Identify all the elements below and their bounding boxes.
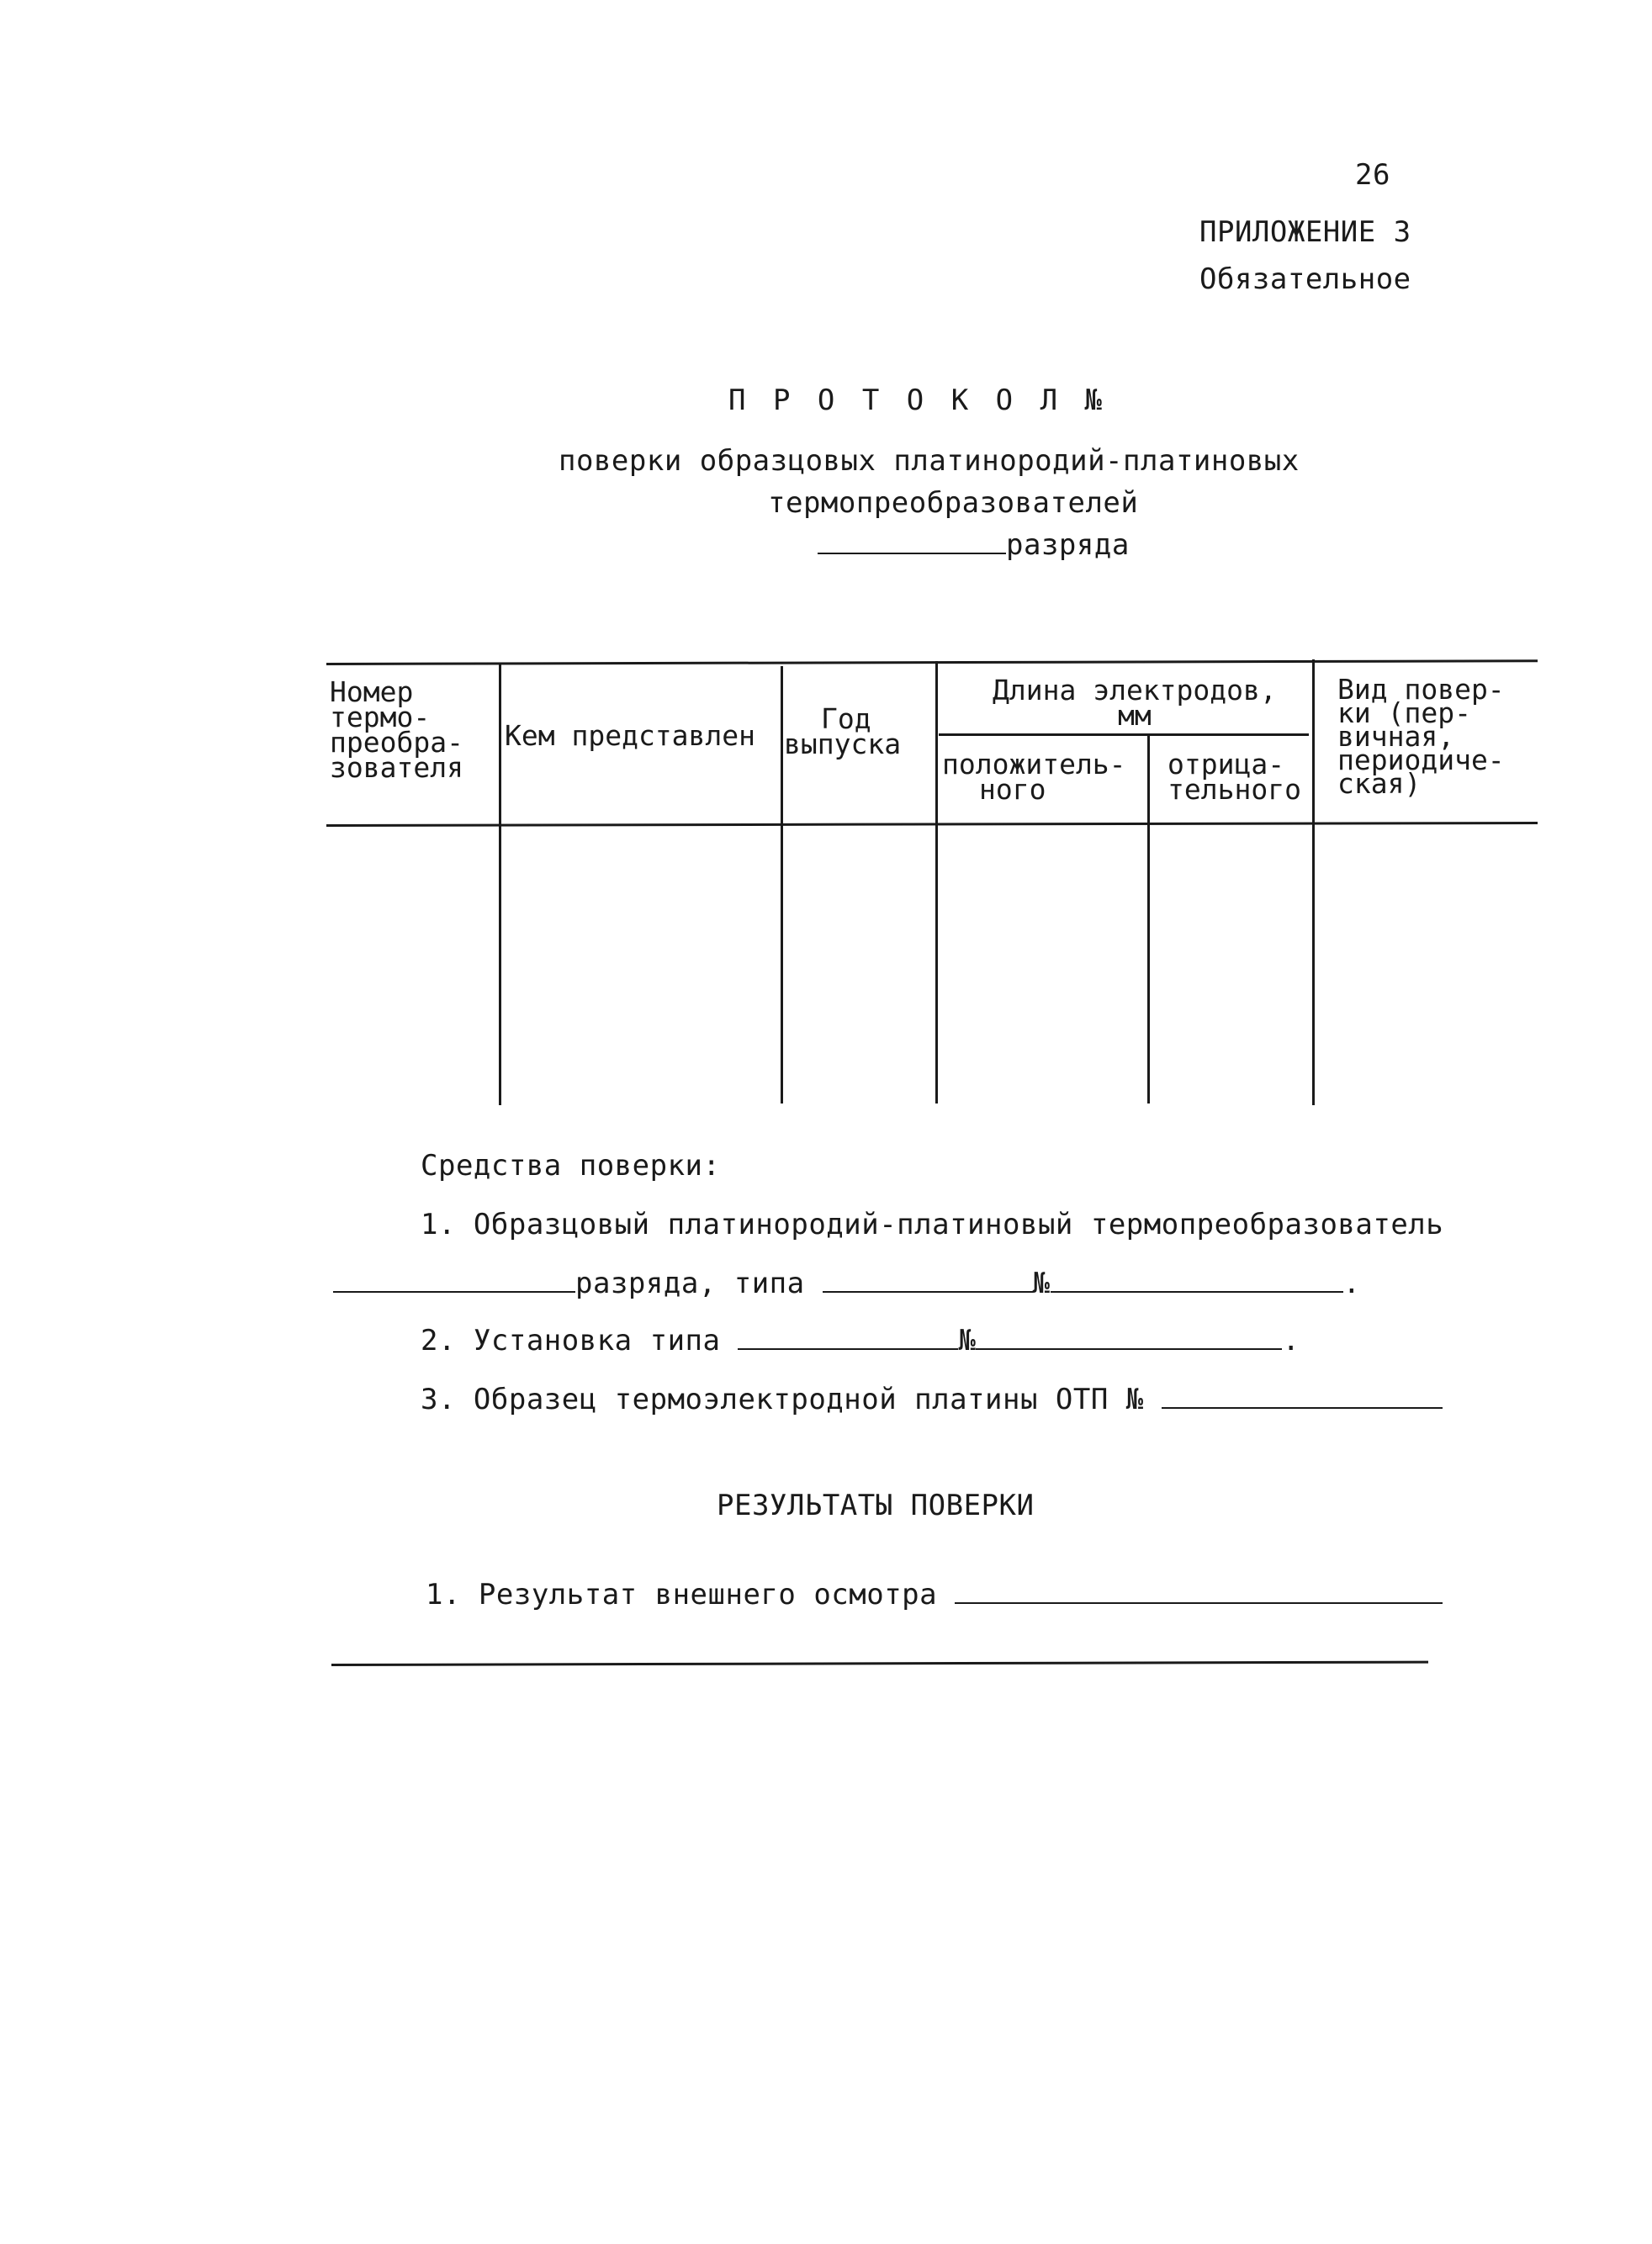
rank-label: разряда [1006,528,1130,562]
table-col-divider-1 [499,664,501,1105]
means-item-2-number-blank[interactable] [976,1347,1282,1350]
protocol-subtitle-2: термопреобразователей [768,486,1139,520]
results-item-1: 1. Результат внешнего осмотра [426,1578,1443,1612]
results-item-1-blank[interactable] [955,1601,1443,1604]
appendix-type: Обязательное [1199,262,1411,296]
table-col-divider-5 [1312,659,1315,1105]
results-continuation-line[interactable] [331,1661,1428,1666]
header-submitted-by: Кем представлен [505,719,756,752]
header-sensor-number: Номер термо- преобра- зователя [330,675,463,784]
page-number: 26 [1355,158,1390,192]
means-heading: Средства поверки: [421,1149,721,1183]
table-top-border [326,659,1538,665]
protocol-subtitle-1: поверки образцовых платинородий-платиновых [559,444,1300,478]
means-item-3-number-blank[interactable] [1162,1406,1443,1409]
table-col-divider-2 [781,666,783,1103]
rank-blank[interactable] [818,552,1006,554]
header-negative: отрица- тельного [1168,748,1301,806]
table-header-bottom-border [326,822,1538,827]
appendix-label: ПРИЛОЖЕНИЕ 3 [1199,215,1411,249]
means-item-2: 2. Установка типа № . [421,1324,1300,1358]
means-item-1-number-blank[interactable] [1051,1290,1343,1293]
header-positive: положитель- ного [942,748,1126,806]
header-year: Год выпуска [784,702,902,760]
protocol-title: П Р О Т О К О Л № [728,384,1107,417]
table-col-divider-4 [1147,735,1150,1103]
table-subheader-divider [939,733,1309,736]
table-col-divider-3 [935,661,938,1103]
means-item-2-type-blank[interactable] [738,1347,958,1350]
means-item-3: 3. Образец термоэлектродной платины ОТП № [421,1383,1443,1416]
rank-line [818,528,1130,562]
means-item-1-rank-blank[interactable] [333,1290,575,1293]
means-item-1: 1. Образцовый платинородий-платиновый термопреобразователь [421,1208,1444,1241]
means-item-1-line-2: разряда, типа № . [333,1267,1361,1300]
header-verification-type: Вид повер- ки (пер- вичная, периодиче- ская) [1337,673,1505,800]
means-item-1-type-blank[interactable] [823,1290,1033,1293]
results-heading: РЕЗУЛЬТАТЫ ПОВЕРКИ [717,1489,1035,1522]
header-electrode-length: Длина электродов, мм [993,674,1277,732]
